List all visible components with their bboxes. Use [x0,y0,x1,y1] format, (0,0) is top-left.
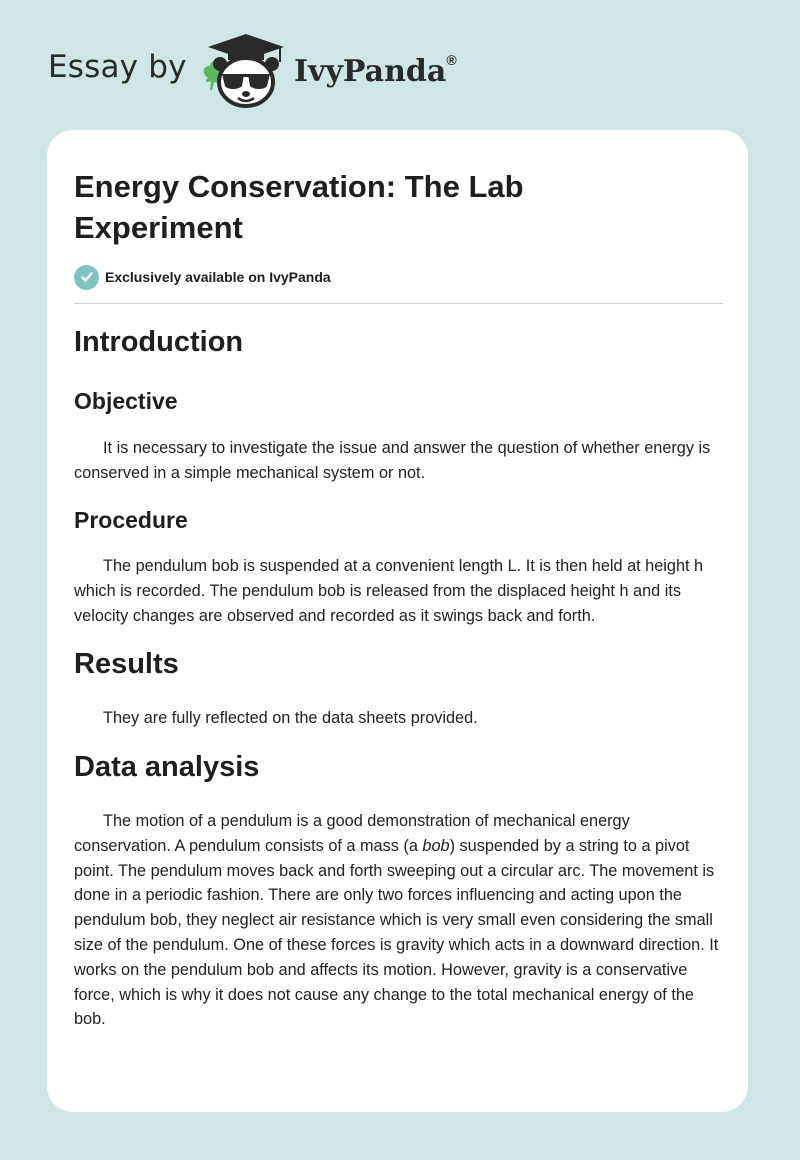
check-icon [74,265,99,290]
data-analysis-heading: Data analysis [74,751,260,783]
essay-by-label: Essay by [48,49,187,85]
introduction-heading: Introduction [74,326,244,358]
essay-card [47,130,748,1112]
divider [74,303,723,304]
objective-heading: Objective [74,388,178,414]
panda-graduate-icon[interactable] [198,34,294,110]
page-title: Energy Conservation: The Lab Experiment [74,169,524,245]
brand-name[interactable]: IvyPanda® [294,52,457,89]
results-paragraph: They are fully reflected on the data sheets provided. [103,709,478,727]
objective-paragraph: It is necessary to investigate the issue and answer the question of whether energy is conserved in a simple mechanical system or not. [74,439,711,482]
procedure-paragraph: The pendulum bob is suspended at a convenient length L. It is then held at height h which is recorded. The pendulum bob is released from the displaced height h and its velocity changes are observed and recorded as it swings back and forth. [74,557,704,625]
results-heading: Results [74,648,179,680]
exclusive-label: Exclusively available on IvyPanda [105,269,331,285]
procedure-heading: Procedure [74,507,188,533]
site-header [48,30,548,110]
exclusive-badge [74,264,331,290]
data-analysis-paragraph: The motion of a pendulum is a good demonstration of mechanical energy conservation. A pendulum consists of a mass (a bob) suspended by a string to a pivot point. The pendulum moves back and forth sweeping out a circular arc. The movement is done in a periodic fashion. There are only two forces influencing and acting upon the pendulum bob, they neglect air resistance which is very small even considering the small size of the pendulum. One of these forces is gravity which acts in a downward direction. It works on the pendulum bob and affects its motion. However, gravity is a conservative force, which is why it does not cause any change to the total mechanical energy of the bob. [74,812,719,1029]
